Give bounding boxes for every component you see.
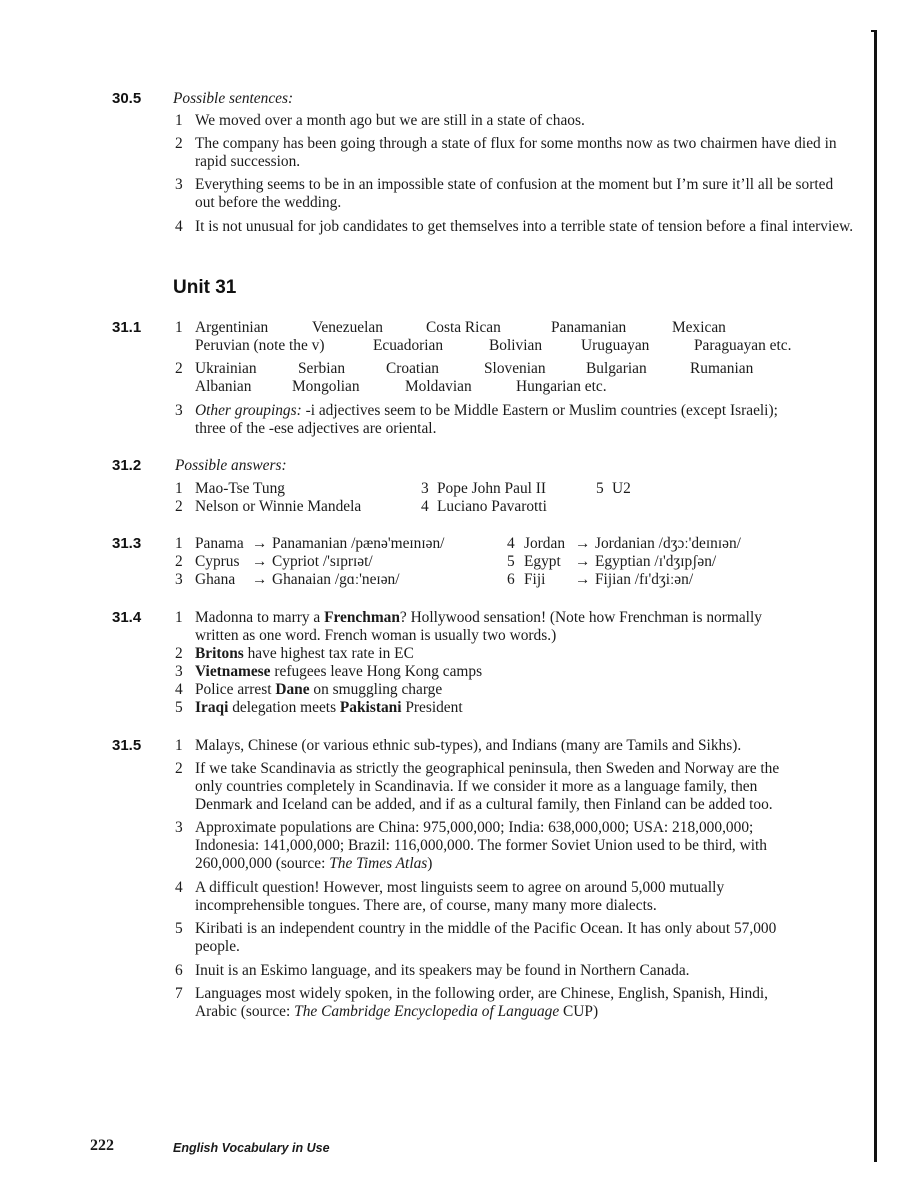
margin-tick <box>871 30 877 32</box>
word-cell: Moldavian <box>405 378 472 395</box>
item-number: 1 <box>175 609 183 626</box>
item-number: 2 <box>175 553 183 570</box>
text-part: President <box>401 699 463 716</box>
item-text: Indonesia: 141,000,000; Brazil: 116,000,000. The former Soviet Union used to be third, with <box>195 837 767 854</box>
section-number-30-5: 30.5 <box>112 90 142 107</box>
country-name: Fiji <box>524 571 546 588</box>
item-number: 3 <box>421 480 429 497</box>
item-text: incomprehensible tongues. There are, of course, many many more dialects. <box>195 897 657 914</box>
item-number: 2 <box>175 135 183 152</box>
word-cell: Mexican <box>672 319 726 336</box>
section-number-31-4: 31.4 <box>112 609 142 626</box>
answer-text: Nelson or Winnie Mandela <box>195 498 362 515</box>
word-cell: Paraguayan etc. <box>694 337 792 354</box>
word-cell: Panamanian <box>551 319 627 336</box>
item-number: 1 <box>175 737 183 754</box>
word-cell: Slovenian <box>484 360 546 377</box>
arrow-icon: → <box>252 553 268 570</box>
word-cell: Uruguayan <box>581 337 650 354</box>
item-text: Approximate populations are China: 975,000,000; India: 638,000,000; USA: 218,000,000; <box>195 819 754 836</box>
answer-text: Pope John Paul II <box>437 480 547 497</box>
item-number: 3 <box>175 663 183 680</box>
item-number: 5 <box>175 699 183 716</box>
section-number-31-5: 31.5 <box>112 737 142 754</box>
adjective: Ghanaian /gɑː'neɪən/ <box>272 571 400 588</box>
item-number: 4 <box>175 879 183 896</box>
item-number: 2 <box>175 498 183 515</box>
section-number-31-1: 31.1 <box>112 319 142 336</box>
item-number: 4 <box>421 498 429 515</box>
arrow-icon: → <box>575 571 591 588</box>
adjective: Jordanian /dʒɔː'deɪnɪən/ <box>595 535 741 552</box>
headline-text <box>195 699 463 717</box>
headline-text <box>195 609 762 627</box>
item-number: 6 <box>507 571 515 588</box>
answer-text: U2 <box>612 480 631 497</box>
nationality-word: Dane <box>275 681 310 698</box>
word-cell: Hungarian etc. <box>516 378 607 395</box>
emphasis-label: Other groupings: <box>195 402 302 419</box>
item-number: 3 <box>175 176 183 193</box>
item-text: Languages most widely spoken, in the following order, are Chinese, English, Spanish, Hindi, <box>195 985 769 1002</box>
unit-title: Unit 31 <box>173 277 237 298</box>
arrow-icon: → <box>575 535 591 552</box>
word-cell: Bulgarian <box>586 360 647 377</box>
item-text: We moved over a month ago but we are still in a state of chaos. <box>195 112 585 129</box>
section-number-31-3: 31.3 <box>112 535 142 552</box>
headline-text <box>195 645 414 663</box>
section-heading: Possible answers: <box>175 457 287 474</box>
nationality-word: Vietnamese <box>195 663 271 680</box>
country-name: Jordan <box>524 535 566 552</box>
word-cell: Croatian <box>386 360 439 377</box>
book-title: English Vocabulary in Use <box>173 1141 330 1155</box>
item-text <box>195 855 432 873</box>
page-number: 222 <box>90 1137 114 1154</box>
answer-text: Luciano Pavarotti <box>437 498 547 515</box>
item-number: 4 <box>507 535 515 552</box>
nationality-word: Iraqi <box>195 699 229 716</box>
text-part: ) <box>427 855 433 872</box>
item-text: three of the -ese adjectives are oriental. <box>195 420 437 437</box>
item-text: people. <box>195 938 240 955</box>
adjective: Fijian /fɪ'dʒiːən/ <box>595 571 694 588</box>
item-text: Malays, Chinese (or various ethnic sub-types), and Indians (many are Tamils and Sikhs). <box>195 737 742 754</box>
adjective: Cypriot /'sɪprɪət/ <box>272 553 373 570</box>
country-name: Cyprus <box>195 553 240 570</box>
text-part: Police arrest <box>195 681 276 698</box>
word-cell: Costa Rican <box>426 319 501 336</box>
arrow-icon: → <box>252 535 268 552</box>
country-name: Ghana <box>195 571 236 588</box>
text-part: CUP) <box>559 1003 599 1020</box>
item-text: Inuit is an Eskimo language, and its speakers may be found in Northern Canada. <box>195 962 690 979</box>
item-text: It is not unusual for job candidates to get themselves into a terrible state of tension before a final interview. <box>195 218 854 235</box>
word-cell: Venezuelan <box>312 319 383 336</box>
item-number: 2 <box>175 760 183 777</box>
item-text: written as one word. French woman is usually two words.) <box>195 627 557 644</box>
adjective: Panamanian /pænə'meɪnɪən/ <box>272 535 445 552</box>
item-text <box>195 402 778 420</box>
item-text: Everything seems to be in an impossible state of confusion at the moment but I’m sure it’ll all be sorted out before the wedding. <box>195 176 834 211</box>
item-number: 2 <box>175 360 183 377</box>
item-number: 5 <box>175 920 183 937</box>
section-heading: Possible sentences: <box>173 90 294 107</box>
item-number: 7 <box>175 985 183 1002</box>
word-cell: Mongolian <box>292 378 360 395</box>
word-cell: Albanian <box>195 378 252 395</box>
text-part: delegation meets <box>228 699 340 716</box>
text-part: ? Hollywood sensation! (Note how Frenchman is normally <box>399 609 762 626</box>
item-text: only countries completely in Scandinavia. If we consider it more as a language family, then <box>195 778 758 795</box>
country-name: Egypt <box>524 553 561 570</box>
answer-text: Mao-Tse Tung <box>195 480 285 497</box>
item-text: If we take Scandinavia as strictly the geographical peninsula, then Sweden and Norway are the <box>195 760 780 777</box>
item-number: 2 <box>175 645 183 662</box>
nationality-word: Pakistani <box>339 699 402 716</box>
item-number: 3 <box>175 571 183 588</box>
item-text: Denmark and Iceland can be added, and if as a cultural family, then Finland can be added too. <box>195 796 773 813</box>
text-part: Arabic (source: <box>195 1003 295 1020</box>
source-title: The Times Atlas <box>329 855 428 872</box>
word-cell: Bolivian <box>489 337 543 354</box>
right-margin-rule <box>874 30 877 1162</box>
item-text-part: -i adjectives seem to be Middle Eastern or Muslim countries (except Israeli); <box>301 402 778 419</box>
text-part: Madonna to marry a <box>195 609 325 626</box>
text-part: have highest tax rate in EC <box>243 645 414 662</box>
item-text: Kiribati is an independent country in the middle of the Pacific Ocean. It has only about 57,000 <box>195 920 777 937</box>
country-name: Panama <box>195 535 244 552</box>
item-number: 4 <box>175 681 183 698</box>
word-cell: Rumanian <box>690 360 754 377</box>
source-title: The Cambridge Encyclopedia of Language <box>294 1003 560 1020</box>
item-number: 4 <box>175 218 183 235</box>
nationality-word: Britons <box>195 645 244 662</box>
headline-text <box>195 663 482 681</box>
adjective: Egyptian /ɪ'dʒɪpʃən/ <box>595 553 717 570</box>
word-cell: Serbian <box>298 360 346 377</box>
item-number: 1 <box>175 535 183 552</box>
item-number: 3 <box>175 819 183 836</box>
item-text: The company has been going through a state of flux for some months now as two chairmen have died in rapid succession. <box>195 135 837 170</box>
item-number: 5 <box>596 480 604 497</box>
text-part: refugees leave Hong Kong camps <box>270 663 483 680</box>
item-number: 3 <box>175 402 183 419</box>
word-cell: Peruvian (note the v) <box>195 337 325 354</box>
word-cell: Ukrainian <box>195 360 257 377</box>
item-number: 1 <box>175 112 183 129</box>
arrow-icon: → <box>575 553 591 570</box>
nationality-word: Frenchman <box>324 609 400 626</box>
text-part: 260,000,000 (source: <box>195 855 330 872</box>
arrow-icon: → <box>252 571 268 588</box>
item-number: 1 <box>175 319 183 336</box>
item-text: A difficult question! However, most linguists seem to agree on around 5,000 mutually <box>195 879 725 896</box>
headline-text <box>195 681 442 699</box>
item-number: 5 <box>507 553 515 570</box>
item-number: 1 <box>175 480 183 497</box>
text-part: on smuggling charge <box>309 681 443 698</box>
word-cell: Ecuadorian <box>373 337 444 354</box>
word-cell: Argentinian <box>195 319 269 336</box>
item-number: 6 <box>175 962 183 979</box>
item-text <box>195 1003 598 1021</box>
section-number-31-2: 31.2 <box>112 457 142 474</box>
